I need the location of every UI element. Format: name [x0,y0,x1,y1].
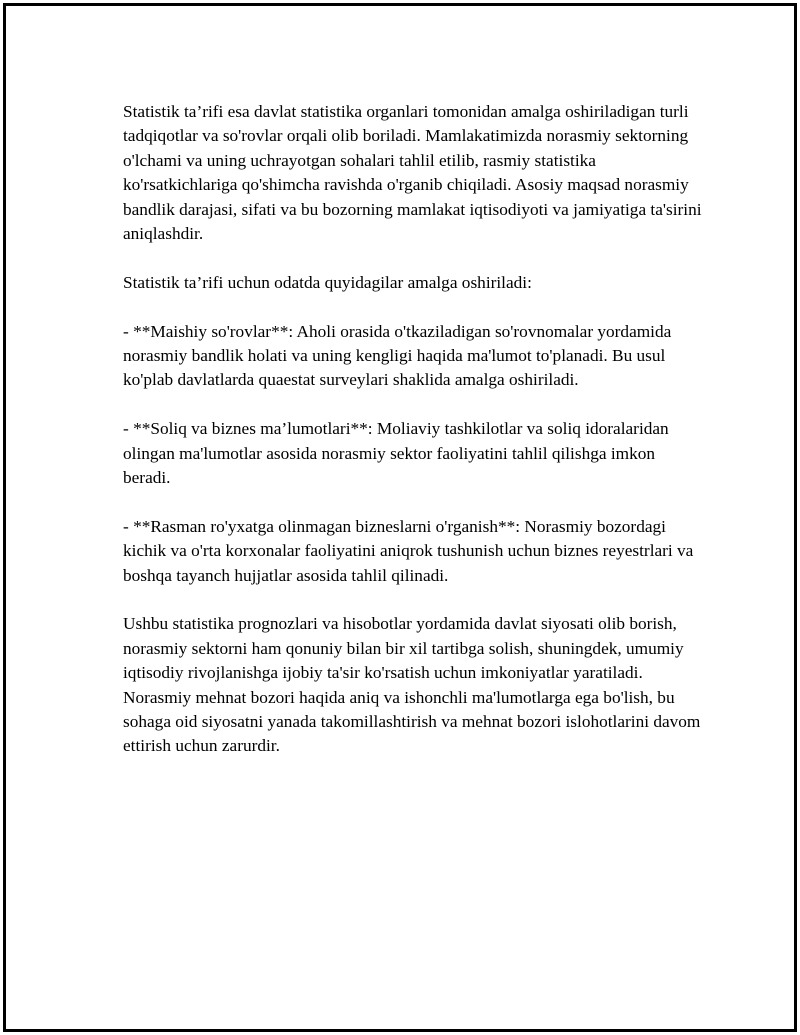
paragraph-list-intro: Statistik ta’rifi uchun odatda quyidagilar amalga oshiriladi: [123,272,532,292]
document-body [123,100,703,783]
page-frame [3,3,797,1032]
list-item-tax-business-data: - **Soliq va biznes ma’lumotlari**: Moliaviy tashkilotlar va soliq idoralaridan olingan ma'lumotlar asosida norasmiy sektor faoliyatini tahlil qilishga imkon beradi. [123,419,669,488]
paragraph-conclusion: Ushbu statistika prognozlari va hisobotlar yordamida davlat siyosati olib borish, norasmiy sektorni ham qonuniy bilan bir xil tartibga solish, shuningdek, umumiy iqtisodiy rivojlanishga ijobiy ta'sir ko'rsatish uchun imkoniyatlar yaratiladi. Norasmiy mehnat bozori haqida aniq va ishonchli ma'lumotlarga ega bo'lish, bu sohaga oid siyosatni yanada takomillashtirish va mehnat bozori islohotlarini davom ettirish uchun zarurdir. [123,614,701,756]
list-item-household-surveys: - **Maishiy so'rovlar**: Aholi orasida o'tkaziladigan so'rovnomalar yordamida norasmiy bandlik holati va uning kengligi haqida ma'lumot to'planadi. Bu usul ko'plab davlatlarda quaestat surveylari shaklida amalga oshiriladi. [123,321,672,390]
paragraph-intro: Statistik ta’rifi esa davlat statistika organlari tomonidan amalga oshiriladigan turli tadqiqotlar va so'rovlar orqali olib boriladi. Mamlakatimizda norasmiy sektorning o'lchami va uning uchrayotgan sohalari tahlil etilib, rasmiy statistika ko'rsatkichlariga qo'shimcha ravishda o'rganib chiqiladi. Asosiy maqsad norasmiy bandlik darajasi, sifati va bu bozorning mamlakat iqtisodiyoti va jamiyatiga ta'sirini aniqlashdir. [123,102,702,244]
list-item-unregistered-business: - **Rasman ro'yxatga olinmagan bizneslarni o'rganish**: Norasmiy bozordagi kichik va o'rta korxonalar faoliyatini aniqrok tushunish uchun biznes reyestrlari va boshqa tayanch hujjatlar asosida tahlil qilinadi. [123,516,694,585]
